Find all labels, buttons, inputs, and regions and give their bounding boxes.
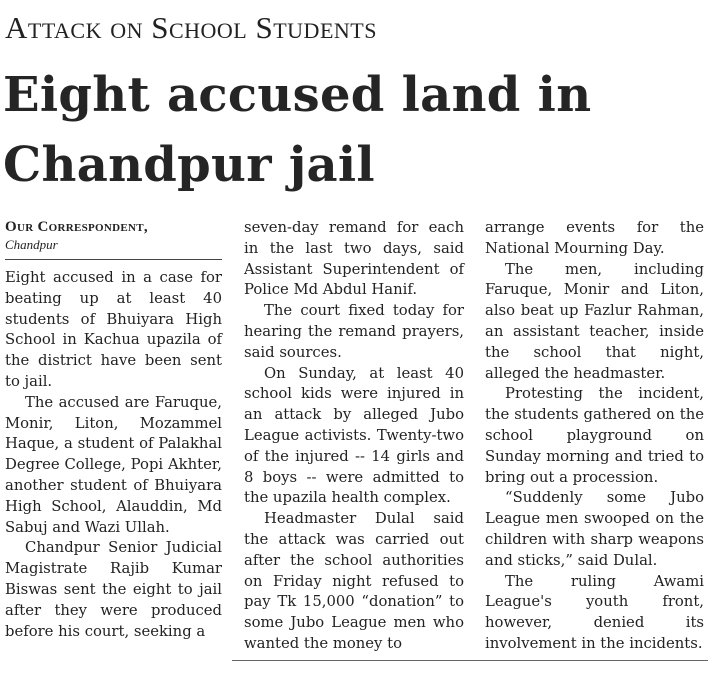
article-column-3 xyxy=(485,218,704,655)
article-column-1 xyxy=(5,218,222,642)
article-paragraph-continued: seven-day remand for each in the last two days, said Assistant Superintendent of Police Md Abdul Hanif. xyxy=(244,219,464,299)
article-kicker: Attack on School Students xyxy=(5,10,377,45)
article-paragraph: The court fixed today for hearing the remand prayers, said sources. xyxy=(244,302,464,361)
article-paragraph: Protesting the incident, the students gathered on the school playground on Sunday morning and tried to bring out a procession. xyxy=(485,385,704,486)
byline-divider xyxy=(5,259,222,260)
byline-location: Chandpur xyxy=(5,237,58,252)
article-headline: Eight accused land in Chandpur jail xyxy=(3,67,592,193)
article-paragraph: Chandpur Senior Judicial Magistrate Rajib Kumar Biswas sent the eight to jail after they were produced before his court, seeking a xyxy=(5,539,222,640)
article-paragraph: On Sunday, at least 40 school kids were injured in an attack by alleged Jubo League activists. Twenty-two of the injured -- 14 girls and 8 boys -- were admitted to the upazila health complex. xyxy=(244,364,464,507)
bottom-divider xyxy=(232,660,708,661)
article-paragraph: Headmaster Dulal said the attack was carried out after the school authorities on Friday night refused to pay Tk 15,000 “donation” to some Jubo League men who wanted the money to xyxy=(244,510,464,652)
article-paragraph: The accused are Faruque, Monir, Liton, Mozammel Haque, a student of Palakhal Degree College, Popi Akhter, another student of Bhuiyara High School, Alauddin, Md Sabuj and Wazi Ullah. xyxy=(5,393,222,536)
byline-author: Our Correspondent, xyxy=(5,219,148,235)
article-column-2 xyxy=(244,218,464,655)
article-paragraph: “Suddenly some Jubo League men swooped on the children with sharp weapons and sticks,” said Dulal. xyxy=(485,489,704,569)
article-paragraph: The men, including Faruque, Monir and Liton, also beat up Fazlur Rahman, an assistant teacher, inside the school that night, alleged the headmaster. xyxy=(485,260,704,382)
article-paragraph: The ruling Awami League's youth front, however, denied its involvement in the incidents. xyxy=(485,572,704,652)
article-paragraph: Eight accused in a case for beating up at least 40 students of Bhuiyara High School in Kachua upazila of the district have been sent to jail. xyxy=(5,269,222,390)
article-paragraph-continued: arrange events for the National Mourning Day. xyxy=(485,219,704,257)
